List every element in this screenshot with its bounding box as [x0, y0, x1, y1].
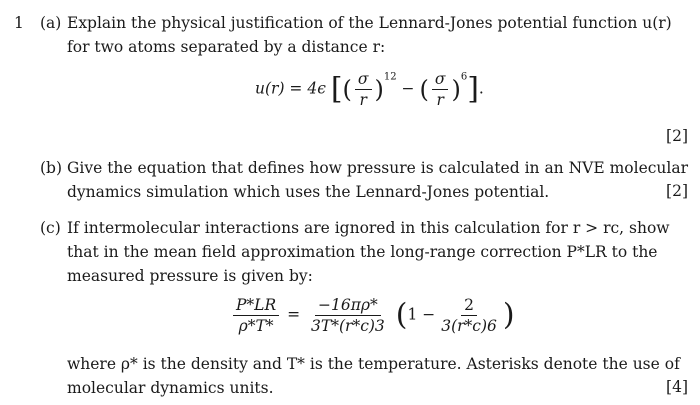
eq2-one-minus: 1 −: [407, 305, 436, 324]
part-c-line3: measured pressure is given by:: [67, 267, 313, 285]
part-c-line1: If intermolecular interactions are ignored in this calculation for r > rc, show: [67, 219, 670, 237]
part-a-marks: [2]: [666, 127, 688, 145]
eq2-inner-fraction: $\frac{2}{3(r*c)6}$: [441, 296, 497, 335]
part-a-line2: for two atoms separated by a distance r:: [67, 38, 386, 56]
eq2-equals: =: [287, 305, 301, 324]
lennard-jones-equation: [255, 70, 484, 109]
eq1-close-paren-2: ): [451, 75, 461, 104]
eq2-open-paren: (: [395, 297, 408, 333]
part-b-marks: [2]: [666, 182, 688, 200]
eq1-lhs: u(r) = 4ϵ: [255, 79, 326, 98]
eq1-open-paren-1: (: [342, 75, 352, 104]
eq1-period: .: [478, 79, 484, 98]
eq1-exponent-6: 6: [460, 71, 468, 83]
part-b-line1: Give the equation that defines how pressure is calculated in an NVE molecular: [67, 159, 689, 177]
part-b-label: (b): [40, 159, 63, 177]
part-a-label: (a): [40, 14, 62, 32]
eq1-open-paren-2: (: [419, 75, 429, 104]
question-number: 1: [14, 14, 24, 32]
part-a-line1: Explain the physical justification of the Lennard-Jones potential function u(r): [67, 14, 672, 32]
part-c-label: (c): [40, 219, 61, 237]
eq1-exponent-12: 12: [383, 71, 397, 83]
long-range-correction-equation: [230, 296, 515, 335]
part-c-line4: where ρ* is the density and T* is the temperature. Asterisks denote the use of: [67, 355, 680, 373]
part-c-line5: molecular dynamics units.: [67, 379, 274, 397]
eq1-close-bracket: ]: [467, 71, 479, 107]
eq1-fraction-1: $\frac{\sigma}{r}$: [355, 70, 372, 109]
part-c-line2: that in the mean field approximation the long-range correction P*LR to the: [67, 243, 658, 261]
eq1-open-bracket: [: [330, 71, 343, 107]
eq2-close-paren: ): [502, 297, 515, 333]
eq1-minus: −: [401, 79, 415, 98]
part-b-line2: dynamics simulation which uses the Lennard-Jones potential.: [67, 183, 550, 201]
eq2-lhs-fraction: $\frac{P*LR}{\rho*T*}$: [233, 296, 279, 335]
eq1-close-paren-1: ): [374, 75, 384, 104]
part-c-marks: [4]: [666, 378, 688, 396]
eq1-fraction-2: $\frac{\sigma}{r}$: [432, 70, 449, 109]
eq2-rhs-fraction: $\frac{-16\pi\rho*}{3T*(r*c)3}$: [311, 296, 385, 335]
